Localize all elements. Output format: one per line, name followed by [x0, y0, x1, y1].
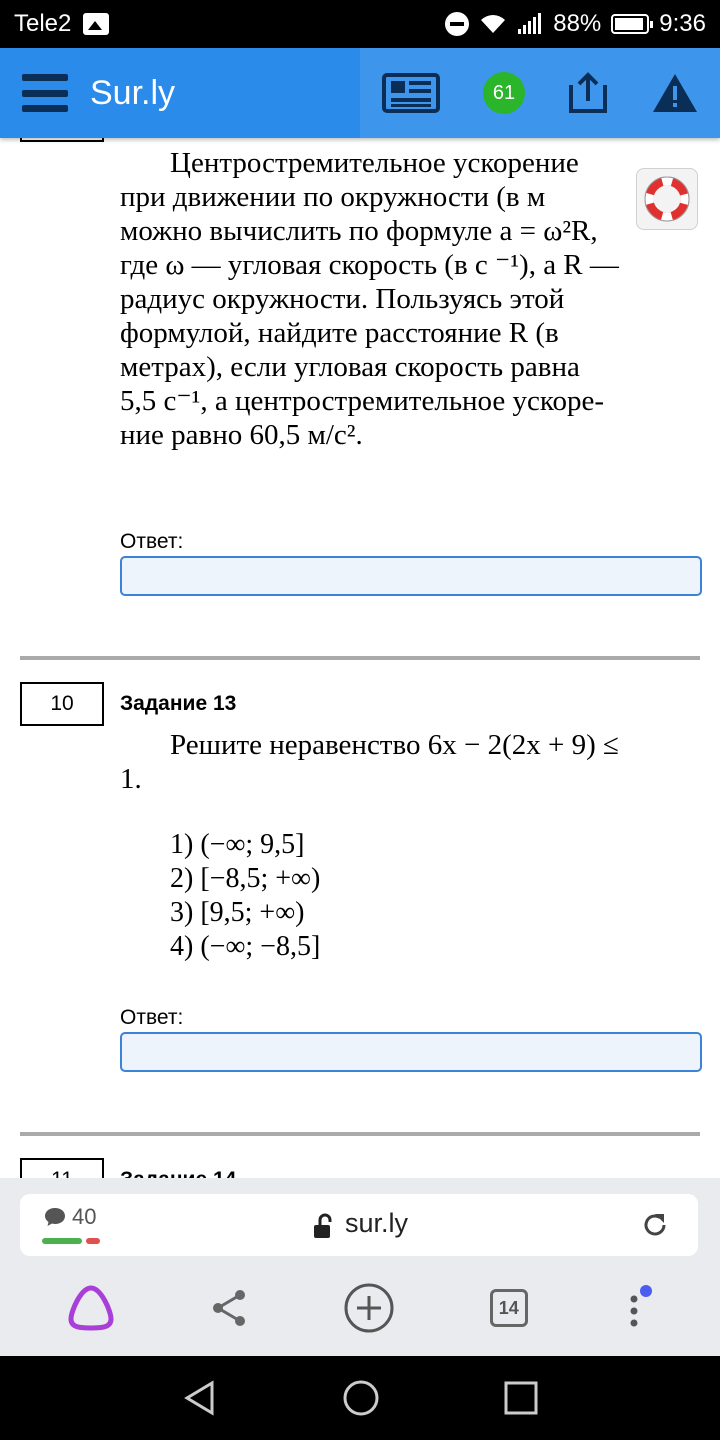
- wifi-icon: [479, 13, 507, 35]
- menu-icon[interactable]: [22, 74, 68, 112]
- reload-icon[interactable]: [640, 1210, 670, 1240]
- task-12-text: [120, 146, 705, 452]
- answer-options: [170, 828, 320, 964]
- app-header: [0, 48, 720, 138]
- signal-icon: [517, 13, 543, 35]
- option-1: 1) (−∞; 9,5]: [170, 829, 305, 860]
- answer-input-task-12[interactable]: [120, 556, 702, 596]
- divider: [20, 1132, 700, 1136]
- comment-icon: [44, 1207, 66, 1227]
- text-line: формулой, найдите расстояние R (в: [120, 317, 559, 349]
- lock-icon: [312, 1214, 334, 1240]
- battery-percent: 88%: [553, 10, 602, 37]
- task-13-text: [120, 728, 705, 796]
- text-line: радиус окружности. Пользуясь этой: [120, 283, 565, 315]
- browser-bar: [0, 1178, 720, 1356]
- tabs-counter-icon[interactable]: 14: [490, 1289, 528, 1327]
- browser-nav: [0, 1273, 720, 1343]
- option-4: 4) (−∞; −8,5]: [170, 931, 321, 962]
- do-not-disturb-icon: [445, 12, 469, 36]
- image-notification-icon: [83, 13, 109, 35]
- status-bar: [0, 0, 720, 48]
- warning-icon[interactable]: [651, 72, 699, 114]
- lifebuoy-icon[interactable]: [636, 168, 698, 230]
- comments-counter[interactable]: [44, 1204, 96, 1230]
- url-text[interactable]: sur.ly: [345, 1208, 409, 1238]
- system-nav-bar: [0, 1356, 720, 1440]
- text-line: Центростремительное ускорение: [170, 147, 579, 179]
- alice-assistant-icon[interactable]: [67, 1285, 115, 1331]
- text-line: метрах), если угловая скорость равна: [120, 351, 580, 383]
- task-number-box: 10: [20, 682, 104, 726]
- more-menu-icon[interactable]: [623, 1285, 653, 1331]
- text-line: 5,5 с⁻¹, а центростремительное ускоре-: [120, 385, 605, 417]
- app-title: Sur.ly: [90, 73, 176, 112]
- task-heading: Задание 13: [120, 692, 237, 715]
- text-line: ние равно 60,5 м/с².: [120, 419, 363, 451]
- battery-icon: [611, 14, 649, 34]
- answer-label: Ответ:: [120, 530, 184, 553]
- carrier-name: Tele2: [14, 10, 72, 37]
- divider: [20, 656, 700, 660]
- notification-badge[interactable]: 61: [483, 72, 525, 114]
- text-line: Решите неравенство 6x − 2(2x + 9) ≤: [170, 729, 619, 761]
- option-3: 3) [9,5; +∞): [170, 897, 305, 928]
- option-2: 2) [−8,5; +∞): [170, 863, 321, 894]
- back-icon[interactable]: [182, 1380, 218, 1416]
- text-line: где ω — угловая скорость (в с ⁻¹), а R —: [120, 249, 619, 281]
- share-icon[interactable]: [210, 1288, 248, 1328]
- rating-bar: [42, 1238, 100, 1244]
- text-line: 1.: [120, 763, 142, 795]
- text-line: при движении по окружности (в м: [120, 181, 546, 213]
- answer-label: Ответ:: [120, 1006, 184, 1029]
- content-area: [0, 138, 720, 1178]
- answer-input-task-13[interactable]: [120, 1032, 702, 1072]
- recents-icon[interactable]: [504, 1381, 538, 1415]
- clock: 9:36: [659, 10, 706, 37]
- home-icon[interactable]: [342, 1379, 380, 1417]
- new-tab-icon[interactable]: [343, 1282, 395, 1334]
- comments-count: 40: [72, 1204, 97, 1229]
- url-bar[interactable]: [20, 1194, 698, 1256]
- news-icon[interactable]: [381, 71, 441, 115]
- share-upload-icon[interactable]: [567, 71, 609, 115]
- text-line: можно вычислить по формуле a = ω²R,: [120, 215, 598, 247]
